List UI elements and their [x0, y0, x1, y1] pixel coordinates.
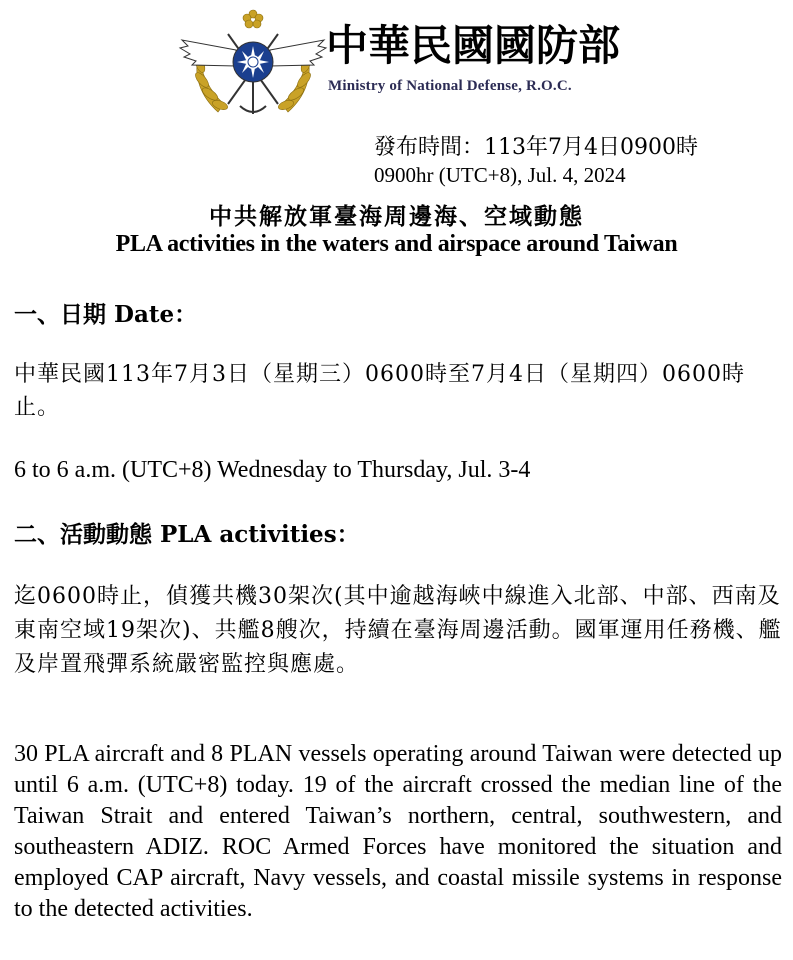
org-name-zh: 中華民國國防部 [326, 21, 621, 70]
section-date-heading: 一、日期 Date： [14, 301, 198, 328]
page-title-en: PLA activities in the waters and airspace around Taiwan [115, 231, 678, 257]
date-text-zh: 中華民國113年7月3日（星期三）0600時至7月4日（星期四）0600時止。 [14, 362, 745, 420]
section-activities-heading: 二、活動動態 PLA activities： [14, 521, 360, 548]
page-title-zh: 中共解放軍臺海周邊海、空域動態 [209, 203, 584, 230]
release-time-en: 0900hr (UTC+8), Jul. 4, 2024 [374, 163, 626, 187]
mnd-emblem-icon [178, 4, 328, 122]
org-name-en: Ministry of National Defense, R.O.C. [328, 78, 572, 94]
release-time-zh: 發布時間：113年7月4日0900時 [374, 135, 698, 160]
date-text-en: 6 to 6 a.m. (UTC+8) Wednesday to Thursday, Jul. 3-4 [14, 457, 531, 483]
activities-text-en: 30 PLA aircraft and 8 PLAN vessels operating around Taiwan were detected up until 6 a.m. (UTC+8) today. 19 of the aircraft crossed the median line of the Taiwan Strait and entered Taiwan’s northern, central, southwestern, and southeastern ADIZ. ROC Armed Forces have monitored the situation and employed CAP aircraft, Navy vessels, and coastal missile systems in response to the detected activities. [14, 741, 782, 922]
activities-text-zh: 迄0600時止，偵獲共機30架次(其中逾越海峽中線進入北部、中部、西南及東南空域19架次)、共艦8艘次，持續在臺海周邊活動。國軍運用任務機、艦及岸置飛彈系統嚴密監控與應處。 [14, 584, 782, 677]
